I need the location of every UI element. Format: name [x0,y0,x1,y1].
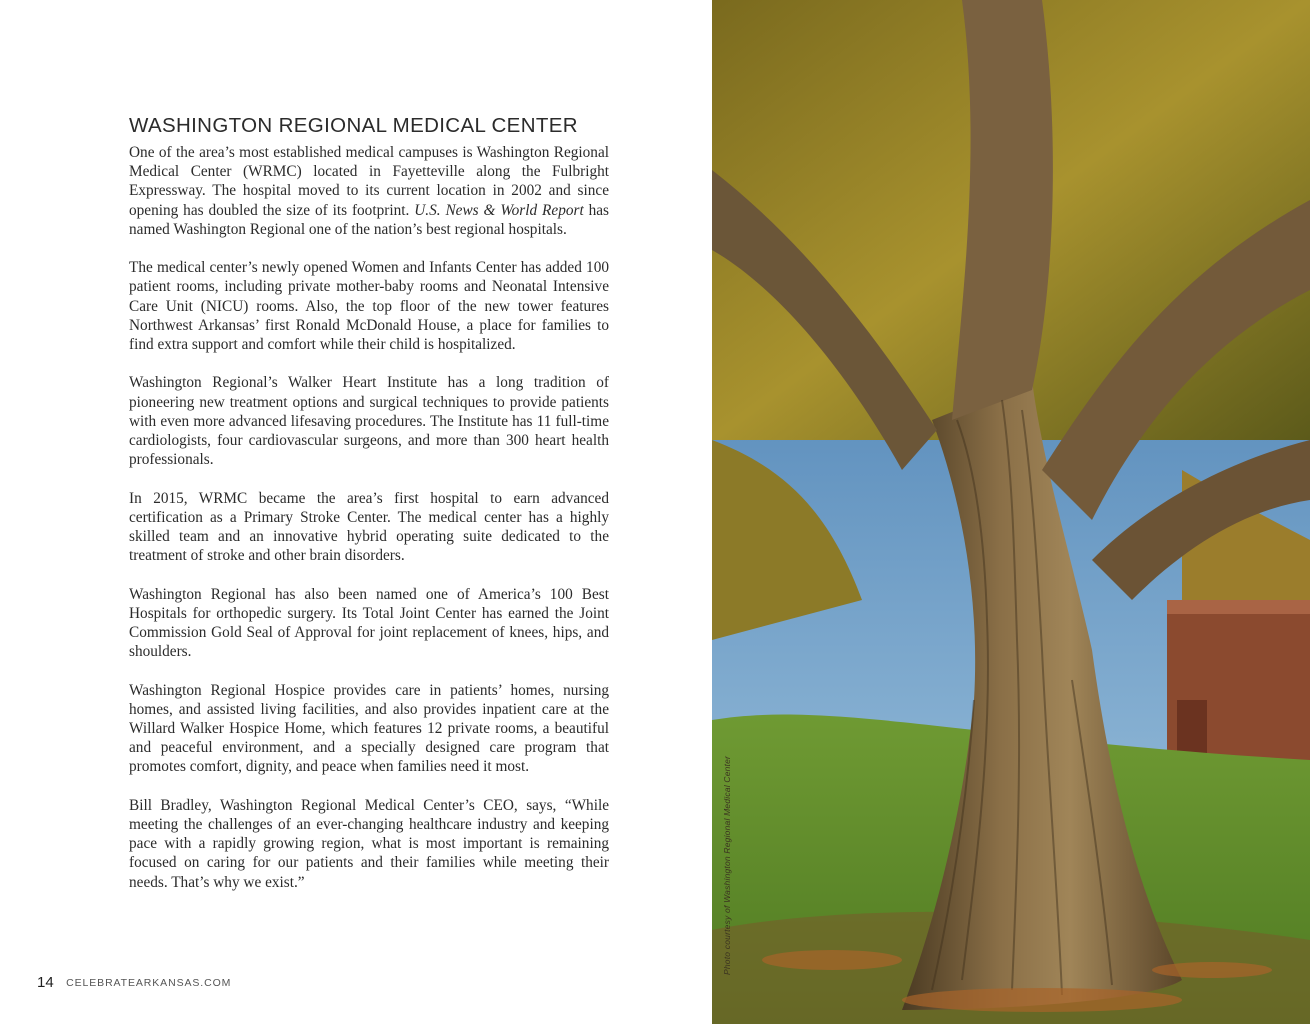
photo-credit: Photo courtesy of Washington Regional Medical Center [722,755,732,975]
paragraph-3: Washington Regional’s Walker Heart Institute has a long tradition of pioneering new treatment options and surgical techniques to provide patients with even more advanced lifesaving procedures. The Institute has 11 full-time cardiologists, four cardiovascular surgeons, and more than 300 heart health professionals. [129,374,609,469]
article-body [129,143,609,911]
paragraph-1-text-a: One of the area’s most established medical campuses is Washington Regional Medical Center (WRMC) located in Fayetteville along the Fulbright Expressway. The hospital moved to its current location in 2002 and since opening has doubled the size of its footprint. [129,144,609,219]
article-title: WASHINGTON REGIONAL MEDICAL CENTER [129,114,578,137]
tree-photo [712,0,1310,1024]
paragraph-1 [129,143,609,239]
website-link: CELEBRATEARKANSAS.COM [66,976,232,989]
page-footer [37,974,231,992]
paragraph-6: Washington Regional Hospice provides care in patients’ homes, nursing homes, and assisted living facilities, and also provides inpatient care at the Willard Walker Hospice Home, which features 12 private rooms, a beautiful and peaceful environment, and a specially designed care program that promotes comfort, dignity, and peace when families need it most. [129,681,609,776]
publication-name: U.S. News & World Report [414,201,584,219]
paragraph-4: In 2015, WRMC became the area’s first hospital to earn advanced certification as a Primary Stroke Center. The medical center has a highly skilled team and an innovative hybrid operating suite dedicated to the treatment of stroke and other brain disorders. [129,489,609,565]
page-number: 14 [37,974,54,992]
paragraph-5: Washington Regional has also been named one of America’s 100 Best Hospitals for orthopedic surgery. Its Total Joint Center has earned the Joint Commission Gold Seal of Approval for joint replacement of knees, hips, and shoulders. [129,585,609,661]
paragraph-7: Bill Bradley, Washington Regional Medical Center’s CEO, says, “While meeting the challenges of an ever-changing healthcare industry and keeping pace with a rapidly growing region, what is most important is remaining focused on caring for our patients and their families while meeting their needs. That’s why we exist.” [129,796,609,891]
paragraph-2: The medical center’s newly opened Women and Infants Center has added 100 patient rooms, including private mother-baby rooms and Neonatal Intensive Care Unit (NICU) rooms. Also, the top floor of the new tower features Northwest Arkansas’ first Ronald McDonald House, a place for families to find extra support and comfort while their child is hospitalized. [129,259,609,354]
paragraph-1-text-b: has named Washington Regional one of the nation’s best regional hospitals. [129,201,609,238]
